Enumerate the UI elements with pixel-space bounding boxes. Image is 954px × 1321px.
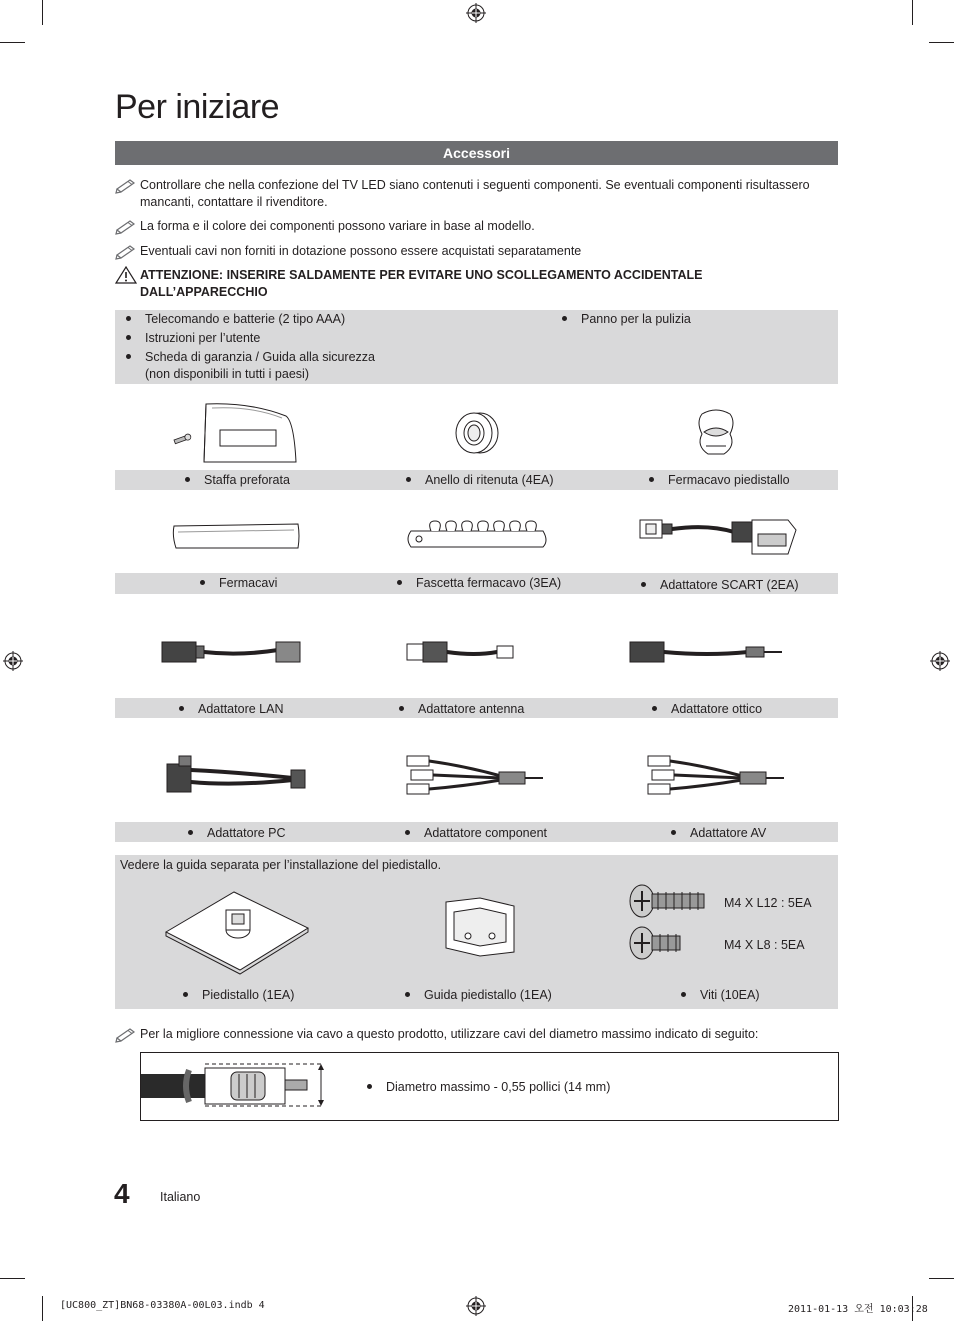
list-item-continuation: (non disponibili in tutti i paesi) bbox=[145, 367, 309, 381]
accessory-label: Adattatore SCART (2EA) bbox=[641, 577, 799, 593]
accessory-label: Fermacavi bbox=[200, 575, 277, 591]
page-language: Italiano bbox=[160, 1190, 201, 1204]
list-item: Panno per la pulizia bbox=[562, 311, 691, 328]
accessory-label: Adattatore LAN bbox=[179, 701, 283, 717]
accessory-label: Guida piedistallo (1EA) bbox=[405, 987, 552, 1003]
screw-spec: M4 X L8 : 5EA bbox=[724, 938, 805, 952]
footer-timestamp: 2011-01-13 오전 10:03:28 bbox=[788, 1304, 928, 1315]
page-number: 4 bbox=[114, 1178, 130, 1209]
optical-adapter-icon bbox=[628, 638, 786, 666]
warning-triangle-icon bbox=[115, 266, 137, 284]
av-adapter-icon bbox=[646, 752, 788, 798]
pencil-note-icon bbox=[115, 1025, 137, 1043]
crop-mark bbox=[929, 1278, 954, 1279]
antenna-adapter-icon bbox=[405, 638, 517, 666]
stand-base-icon bbox=[162, 888, 312, 972]
note-text: Eventuali cavi non forniti in dotazione possono essere acquistati separatamente bbox=[140, 244, 582, 258]
note-shape bbox=[115, 218, 805, 235]
cable-diameter-icon bbox=[141, 1060, 331, 1110]
accessory-label: Piedistallo (1EA) bbox=[183, 987, 294, 1003]
list-item: Telecomando e batterie (2 tipo AAA) bbox=[126, 311, 345, 328]
accessory-label: Adattatore component bbox=[405, 825, 547, 841]
component-adapter-icon bbox=[405, 752, 547, 798]
accessory-label: Fermacavo piedistallo bbox=[649, 472, 790, 488]
accessory-label: Adattatore AV bbox=[671, 825, 766, 841]
stand-guide-icon bbox=[440, 896, 520, 958]
pencil-note-icon bbox=[115, 242, 137, 260]
registration-mark-icon bbox=[466, 3, 486, 23]
note-contents bbox=[115, 177, 810, 211]
pc-adapter-icon bbox=[165, 752, 310, 796]
note-cables bbox=[115, 243, 805, 260]
perforated-bracket-icon bbox=[170, 400, 300, 466]
note-text: La forma e il colore dei componenti possono variare in base al modello. bbox=[140, 219, 535, 233]
section-heading: Accessori bbox=[115, 141, 838, 165]
warning-note bbox=[115, 267, 805, 301]
accessory-label: Adattatore ottico bbox=[652, 701, 762, 717]
screw-spec: M4 X L12 : 5EA bbox=[724, 896, 812, 910]
crop-mark bbox=[0, 1278, 25, 1279]
cable-clip-strip-icon bbox=[405, 517, 550, 553]
crop-mark bbox=[42, 1296, 43, 1321]
cable-spec: Diametro massimo - 0,55 pollici (14 mm) bbox=[367, 1079, 610, 1095]
crop-mark bbox=[0, 42, 25, 43]
crop-mark bbox=[912, 0, 913, 25]
cable-tie-icon bbox=[170, 522, 302, 550]
pencil-note-icon bbox=[115, 217, 137, 235]
crop-mark bbox=[929, 42, 954, 43]
screw-short-icon bbox=[628, 924, 684, 962]
screw-long-icon bbox=[628, 882, 712, 920]
list-item: Istruzioni per l’utente bbox=[126, 330, 260, 347]
note-cable-diameter bbox=[115, 1026, 835, 1043]
scart-adapter-icon bbox=[638, 514, 798, 560]
retaining-ring-icon bbox=[452, 410, 502, 456]
pencil-note-icon bbox=[115, 176, 137, 194]
stand-note: Vedere la guida separata per l’installazione del piedistallo. bbox=[120, 858, 442, 872]
lan-adapter-icon bbox=[160, 636, 305, 668]
list-item: Scheda di garanzia / Guida alla sicurezza bbox=[126, 349, 375, 366]
note-text: Controllare che nella confezione del TV LED siano contenuti i seguenti componenti. Se eventuali componenti risultassero mancanti, contattare il rivenditore. bbox=[140, 178, 810, 209]
accessory-label: Anello di ritenuta (4EA) bbox=[406, 472, 554, 488]
note-text: Per la migliore connessione via cavo a questo prodotto, utilizzare cavi del diametro massimo indicato di seguito: bbox=[140, 1027, 759, 1041]
footer-file: [UC800_ZT]BN68-03380A-00L03.indb 4 bbox=[60, 1300, 265, 1311]
accessory-label: Adattatore antenna bbox=[399, 701, 524, 717]
page-title: Per iniziare bbox=[115, 88, 280, 126]
stand-cable-holder-icon bbox=[694, 408, 738, 458]
accessory-label: Viti (10EA) bbox=[681, 987, 760, 1003]
warning-text: ATTENZIONE: INSERIRE SALDAMENTE PER EVITARE UNO SCOLLEGAMENTO ACCIDENTALE DALL’APPARECCHIO bbox=[140, 268, 703, 299]
accessory-label: Adattatore PC bbox=[188, 825, 286, 841]
accessory-label: Staffa preforata bbox=[185, 472, 290, 488]
registration-mark-icon bbox=[466, 1296, 486, 1316]
registration-mark-icon bbox=[930, 651, 950, 671]
crop-mark bbox=[42, 0, 43, 25]
accessory-label: Fascetta fermacavo (3EA) bbox=[397, 575, 561, 591]
registration-mark-icon bbox=[3, 651, 23, 671]
